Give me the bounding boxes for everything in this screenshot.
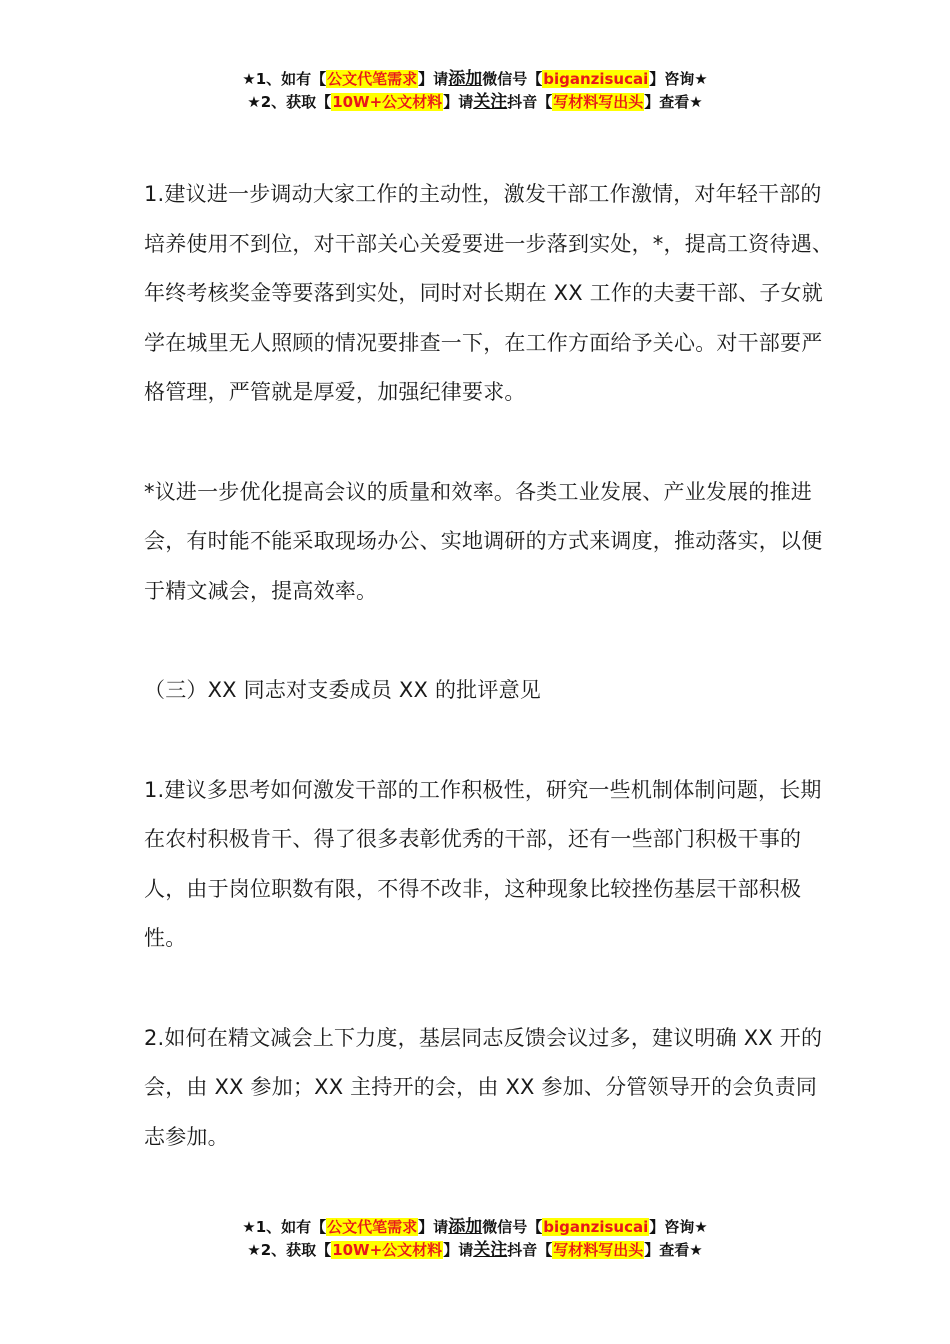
banner-underlined-add: 添加 [448, 1217, 483, 1237]
highlight-materials: 10W+公文材料 [332, 1241, 443, 1259]
banner-text: 】请 [443, 93, 474, 111]
banner-text: 】查看★ [644, 93, 703, 111]
highlight-wechat-id: biganzisucai [543, 70, 649, 88]
banner-line-2 [0, 1239, 950, 1262]
document-body [144, 170, 834, 1212]
banner-text: ★2、获取【 [247, 93, 332, 111]
paragraph-1: 1.建议进一步调动大家工作的主动性，激发干部工作激情，对年轻干部的培养使用不到位，对干部关心关爱要进一步落到实处，*，提高工资待遇、年终考核奖金等要落到实处，同时对长期在 XX 工作的夫妻干部、子女就学在城里无人照顾的情况要排查一下，在工作方面给予关心。对干部要严格管理，严管就是厚爱，加强纪律要求。 [144, 182, 834, 404]
footer-banner [0, 1216, 950, 1262]
highlight-douyin-account: 写材料写出头 [553, 1241, 644, 1259]
header-banner [0, 68, 950, 114]
banner-text: 】请 [443, 1241, 474, 1259]
banner-text: 】请 [418, 1218, 449, 1236]
paragraph-3: 1.建议多思考如何激发干部的工作积极性，研究一些机制体制问题，长期在农村积极肯干、得了很多表彰优秀的干部，还有一些部门积极干事的人，由于岗位职数有限，不得不改非，这种现象比较挫伤基层干部积极性。 [144, 777, 822, 950]
banner-underlined-follow: 关注 [473, 92, 508, 112]
banner-underlined-add: 添加 [448, 69, 483, 89]
banner-line-2 [0, 91, 950, 114]
highlight-wechat-id: biganzisucai [543, 1218, 649, 1236]
banner-text: 微信号【 [482, 70, 543, 88]
paragraph-2: *议进一步优化提高会议的质量和效率。各类工业发展、产业发展的推进会，有时能不能采取现场办公、实地调研的方式来调度，推动落实，以便于精文减会，提高效率。 [144, 479, 823, 603]
banner-text: 】咨询★ [649, 70, 708, 88]
highlight-materials: 10W+公文材料 [332, 93, 443, 111]
banner-text: 】咨询★ [649, 1218, 708, 1236]
highlight-ghostwriting: 公文代笔需求 [327, 1218, 418, 1236]
banner-line-1 [0, 68, 950, 91]
banner-text: 抖音【 [507, 93, 553, 111]
paragraph-4: 2.如何在精文减会上下力度，基层同志反馈会议过多，建议明确 XX 开的会，由 XX 参加；XX 主持开的会，由 XX 参加、分管领导开的会负责同志参加。 [144, 1025, 823, 1149]
banner-text: ★1、如有【 [242, 1218, 327, 1236]
section-heading: （三）XX 同志对支委成员 XX 的批评意见 [144, 678, 541, 702]
banner-line-1 [0, 1216, 950, 1239]
banner-text: 】请 [418, 70, 449, 88]
banner-text: ★2、获取【 [247, 1241, 332, 1259]
banner-text: 微信号【 [482, 1218, 543, 1236]
banner-text: ★1、如有【 [242, 70, 327, 88]
highlight-douyin-account: 写材料写出头 [553, 93, 644, 111]
banner-text: 抖音【 [507, 1241, 553, 1259]
highlight-ghostwriting: 公文代笔需求 [327, 70, 418, 88]
banner-text: 】查看★ [644, 1241, 703, 1259]
banner-underlined-follow: 关注 [473, 1240, 508, 1260]
